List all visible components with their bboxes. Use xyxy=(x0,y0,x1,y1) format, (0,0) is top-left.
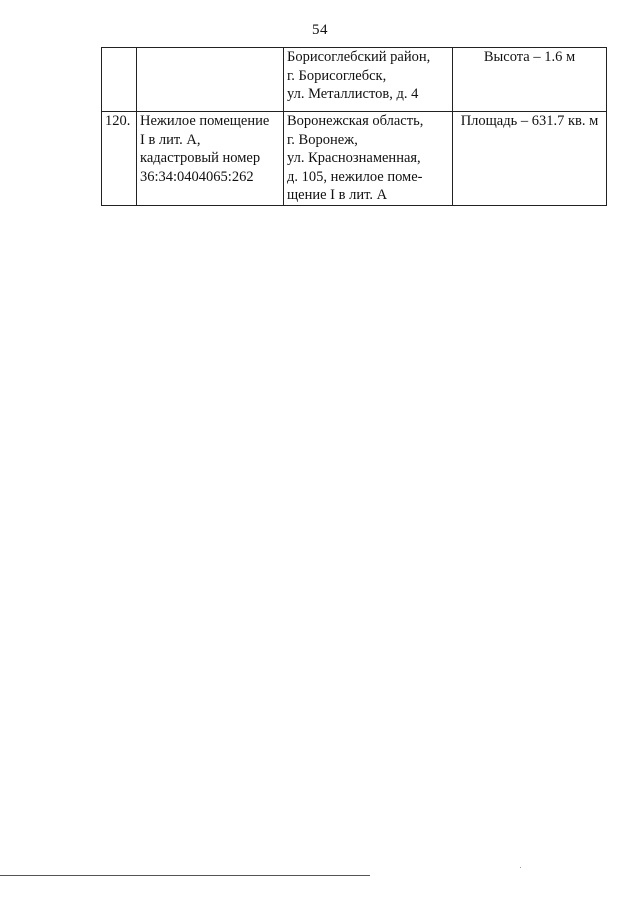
address-cell xyxy=(284,112,453,206)
row-number-cell: 120. xyxy=(102,112,137,206)
characteristic-cell: Высота – 1.6 м xyxy=(453,48,607,112)
address-cell xyxy=(284,48,453,112)
name-line: I в лит. А, xyxy=(140,131,201,148)
name-line: 36:34:0404065:262 xyxy=(140,168,254,185)
object-name-cell xyxy=(137,112,284,206)
address-line: щение I в лит. А xyxy=(287,187,388,203)
object-name-cell xyxy=(137,48,284,112)
name-line: кадастровый номер xyxy=(140,150,261,166)
address-line: ул. Металлистов, д. 4 xyxy=(287,86,419,102)
address-line: г. Борисоглебск, xyxy=(287,67,387,84)
name-line: Нежилое помещение xyxy=(140,113,270,129)
address-line: г. Воронеж, xyxy=(287,131,358,148)
footer-rule xyxy=(0,875,370,876)
scan-mark xyxy=(520,867,521,868)
property-table xyxy=(101,47,607,206)
characteristic-cell: Площадь – 631.7 кв. м xyxy=(453,112,607,206)
table-row xyxy=(102,48,607,112)
address-line: Воронежская область, xyxy=(287,113,424,129)
row-number-cell xyxy=(102,48,137,112)
address-line: ул. Краснознаменная, xyxy=(287,150,421,166)
address-line: д. 105, нежилое поме- xyxy=(287,168,423,185)
table-row xyxy=(102,112,607,206)
page-number: 54 xyxy=(312,22,328,38)
address-line: Борисоглебский район, xyxy=(287,49,431,65)
